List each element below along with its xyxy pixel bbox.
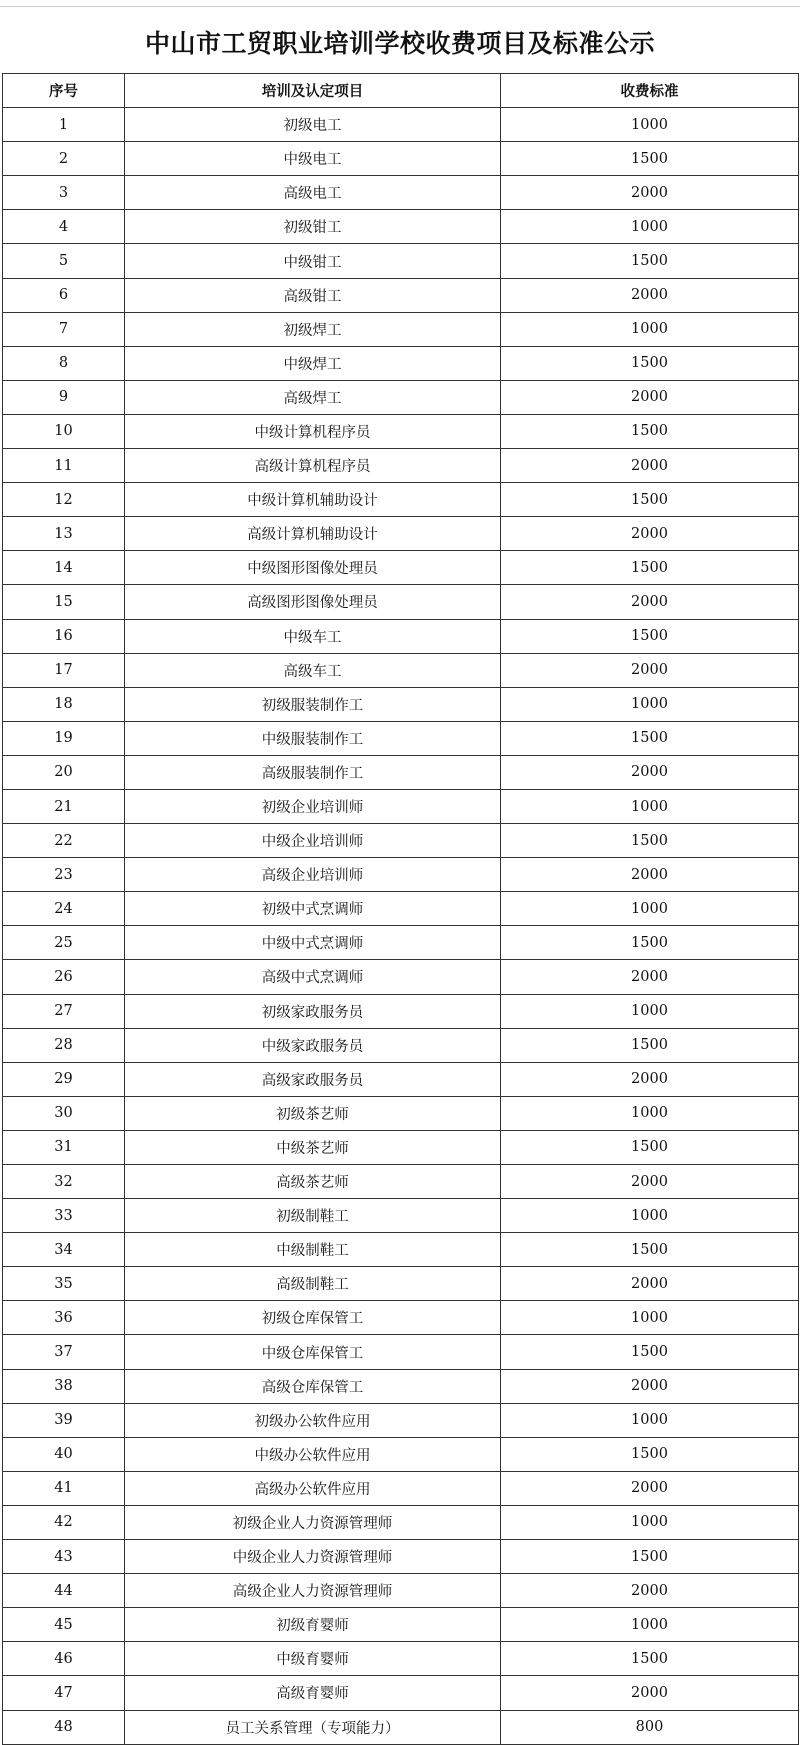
training-item-cell: 初级育婴师 <box>125 1608 501 1642</box>
training-item-cell: 高级车工 <box>125 653 501 687</box>
table-row <box>3 1096 799 1130</box>
row-number-cell: 34 <box>3 1233 125 1267</box>
training-item-cell: 高级电工 <box>125 176 501 210</box>
table-row <box>3 892 799 926</box>
row-number-cell: 2 <box>3 142 125 176</box>
table-row <box>3 483 799 517</box>
row-number-cell: 3 <box>3 176 125 210</box>
row-number-cell: 10 <box>3 414 125 448</box>
row-number-cell: 26 <box>3 960 125 994</box>
row-number-cell: 36 <box>3 1301 125 1335</box>
table-row <box>3 960 799 994</box>
column-header-item: 培训及认定项目 <box>125 74 501 108</box>
table-row <box>3 210 799 244</box>
training-item-cell: 高级焊工 <box>125 380 501 414</box>
table-row <box>3 1437 799 1471</box>
table-row <box>3 108 799 142</box>
table-row <box>3 1710 799 1744</box>
training-item-cell: 高级钳工 <box>125 278 501 312</box>
fee-cell: 800 <box>501 1710 799 1744</box>
training-item-cell: 高级中式烹调师 <box>125 960 501 994</box>
fee-cell: 2000 <box>501 1471 799 1505</box>
training-item-cell: 初级家政服务员 <box>125 994 501 1028</box>
table-row <box>3 755 799 789</box>
training-item-cell: 高级计算机辅助设计 <box>125 517 501 551</box>
training-item-cell: 初级电工 <box>125 108 501 142</box>
fee-table <box>2 73 799 1745</box>
fee-cell: 2000 <box>501 517 799 551</box>
table-row <box>3 653 799 687</box>
fee-cell: 2000 <box>501 1369 799 1403</box>
fee-cell: 1500 <box>501 824 799 858</box>
table-row <box>3 1505 799 1539</box>
training-item-cell: 初级焊工 <box>125 312 501 346</box>
row-number-cell: 30 <box>3 1096 125 1130</box>
table-row <box>3 1471 799 1505</box>
row-number-cell: 29 <box>3 1062 125 1096</box>
training-item-cell: 高级仓库保管工 <box>125 1369 501 1403</box>
fee-cell: 2000 <box>501 858 799 892</box>
fee-cell: 1500 <box>501 244 799 278</box>
training-item-cell: 初级制鞋工 <box>125 1199 501 1233</box>
row-number-cell: 43 <box>3 1540 125 1574</box>
table-row <box>3 1574 799 1608</box>
table-row <box>3 994 799 1028</box>
training-item-cell: 中级办公软件应用 <box>125 1437 501 1471</box>
row-number-cell: 15 <box>3 585 125 619</box>
row-number-cell: 38 <box>3 1369 125 1403</box>
row-number-cell: 47 <box>3 1676 125 1710</box>
table-row <box>3 380 799 414</box>
table-row <box>3 1608 799 1642</box>
fee-cell: 1500 <box>501 619 799 653</box>
table-row <box>3 414 799 448</box>
row-number-cell: 23 <box>3 858 125 892</box>
row-number-cell: 17 <box>3 653 125 687</box>
table-row <box>3 1301 799 1335</box>
fee-cell: 2000 <box>501 278 799 312</box>
training-item-cell: 中级服装制作工 <box>125 721 501 755</box>
fee-cell: 1000 <box>501 108 799 142</box>
row-number-cell: 46 <box>3 1642 125 1676</box>
row-number-cell: 14 <box>3 551 125 585</box>
row-number-cell: 25 <box>3 926 125 960</box>
fee-cell: 1500 <box>501 1130 799 1164</box>
fee-cell: 1500 <box>501 1642 799 1676</box>
training-item-cell: 中级育婴师 <box>125 1642 501 1676</box>
fee-cell: 2000 <box>501 755 799 789</box>
row-number-cell: 31 <box>3 1130 125 1164</box>
table-row <box>3 1335 799 1369</box>
row-number-cell: 39 <box>3 1403 125 1437</box>
fee-cell: 1500 <box>501 142 799 176</box>
training-item-cell: 初级茶艺师 <box>125 1096 501 1130</box>
row-number-cell: 22 <box>3 824 125 858</box>
training-item-cell: 中级仓库保管工 <box>125 1335 501 1369</box>
fee-cell: 1000 <box>501 1301 799 1335</box>
training-item-cell: 中级企业培训师 <box>125 824 501 858</box>
row-number-cell: 41 <box>3 1471 125 1505</box>
table-row <box>3 1369 799 1403</box>
training-item-cell: 高级企业培训师 <box>125 858 501 892</box>
row-number-cell: 28 <box>3 1028 125 1062</box>
fee-cell: 2000 <box>501 653 799 687</box>
table-row <box>3 619 799 653</box>
fee-cell: 1500 <box>501 1335 799 1369</box>
training-item-cell: 初级企业人力资源管理师 <box>125 1505 501 1539</box>
fee-cell: 2000 <box>501 1165 799 1199</box>
table-row <box>3 687 799 721</box>
fee-cell: 1500 <box>501 1540 799 1574</box>
table-row <box>3 926 799 960</box>
column-header-number: 序号 <box>3 74 125 108</box>
training-item-cell: 初级企业培训师 <box>125 789 501 823</box>
training-item-cell: 高级办公软件应用 <box>125 1471 501 1505</box>
table-row <box>3 1403 799 1437</box>
training-item-cell: 中级家政服务员 <box>125 1028 501 1062</box>
table-row <box>3 1199 799 1233</box>
row-number-cell: 16 <box>3 619 125 653</box>
fee-cell: 1000 <box>501 789 799 823</box>
training-item-cell: 中级茶艺师 <box>125 1130 501 1164</box>
table-row <box>3 449 799 483</box>
table-row <box>3 244 799 278</box>
row-number-cell: 48 <box>3 1710 125 1744</box>
fee-cell: 1500 <box>501 1437 799 1471</box>
training-item-cell: 中级企业人力资源管理师 <box>125 1540 501 1574</box>
row-number-cell: 21 <box>3 789 125 823</box>
fee-cell: 2000 <box>501 585 799 619</box>
row-number-cell: 7 <box>3 312 125 346</box>
training-item-cell: 高级企业人力资源管理师 <box>125 1574 501 1608</box>
fee-cell: 1500 <box>501 414 799 448</box>
fee-cell: 2000 <box>501 449 799 483</box>
training-item-cell: 中级车工 <box>125 619 501 653</box>
row-number-cell: 18 <box>3 687 125 721</box>
row-number-cell: 19 <box>3 721 125 755</box>
training-item-cell: 初级钳工 <box>125 210 501 244</box>
table-row <box>3 312 799 346</box>
fee-cell: 1000 <box>501 892 799 926</box>
table-row <box>3 1028 799 1062</box>
training-item-cell: 高级图形图像处理员 <box>125 585 501 619</box>
table-row <box>3 278 799 312</box>
row-number-cell: 13 <box>3 517 125 551</box>
table-row <box>3 1165 799 1199</box>
row-number-cell: 42 <box>3 1505 125 1539</box>
row-number-cell: 27 <box>3 994 125 1028</box>
fee-cell: 2000 <box>501 1676 799 1710</box>
header-row <box>3 74 799 108</box>
fee-cell: 2000 <box>501 380 799 414</box>
fee-cell: 1000 <box>501 687 799 721</box>
training-item-cell: 高级育婴师 <box>125 1676 501 1710</box>
table-row <box>3 517 799 551</box>
fee-cell: 1500 <box>501 1028 799 1062</box>
fee-cell: 1000 <box>501 1403 799 1437</box>
training-item-cell: 中级钳工 <box>125 244 501 278</box>
column-header-fee: 收费标准 <box>501 74 799 108</box>
fee-cell: 1000 <box>501 1505 799 1539</box>
table-row <box>3 346 799 380</box>
training-item-cell: 中级电工 <box>125 142 501 176</box>
table-row <box>3 585 799 619</box>
row-number-cell: 24 <box>3 892 125 926</box>
row-number-cell: 37 <box>3 1335 125 1369</box>
row-number-cell: 35 <box>3 1267 125 1301</box>
row-number-cell: 40 <box>3 1437 125 1471</box>
fee-table-header <box>3 74 799 108</box>
training-item-cell: 中级焊工 <box>125 346 501 380</box>
row-number-cell: 11 <box>3 449 125 483</box>
row-number-cell: 1 <box>3 108 125 142</box>
training-item-cell: 中级计算机程序员 <box>125 414 501 448</box>
training-item-cell: 初级仓库保管工 <box>125 1301 501 1335</box>
row-number-cell: 5 <box>3 244 125 278</box>
table-row <box>3 824 799 858</box>
fee-cell: 1500 <box>501 1233 799 1267</box>
training-item-cell: 高级计算机程序员 <box>125 449 501 483</box>
fee-cell: 1500 <box>501 551 799 585</box>
fee-cell: 1000 <box>501 1096 799 1130</box>
table-row <box>3 858 799 892</box>
row-number-cell: 20 <box>3 755 125 789</box>
training-item-cell: 初级办公软件应用 <box>125 1403 501 1437</box>
row-number-cell: 4 <box>3 210 125 244</box>
fee-cell: 1000 <box>501 210 799 244</box>
training-item-cell: 高级服装制作工 <box>125 755 501 789</box>
training-item-cell: 初级服装制作工 <box>125 687 501 721</box>
row-number-cell: 44 <box>3 1574 125 1608</box>
top-divider <box>0 6 800 7</box>
row-number-cell: 6 <box>3 278 125 312</box>
table-row <box>3 551 799 585</box>
page-title: 中山市工贸职业培训学校收费项目及标准公示 <box>144 29 655 58</box>
training-item-cell: 初级中式烹调师 <box>125 892 501 926</box>
fee-cell: 1000 <box>501 312 799 346</box>
table-row <box>3 721 799 755</box>
fee-cell: 1000 <box>501 1608 799 1642</box>
row-number-cell: 8 <box>3 346 125 380</box>
training-item-cell: 员工关系管理（专项能力） <box>125 1710 501 1744</box>
training-item-cell: 高级茶艺师 <box>125 1165 501 1199</box>
training-item-cell: 中级图形图像处理员 <box>125 551 501 585</box>
fee-cell: 1000 <box>501 994 799 1028</box>
table-row <box>3 142 799 176</box>
table-row <box>3 1062 799 1096</box>
training-item-cell: 中级制鞋工 <box>125 1233 501 1267</box>
training-item-cell: 中级中式烹调师 <box>125 926 501 960</box>
row-number-cell: 9 <box>3 380 125 414</box>
fee-cell: 1500 <box>501 346 799 380</box>
table-row <box>3 176 799 210</box>
fee-cell: 1500 <box>501 926 799 960</box>
fee-cell: 2000 <box>501 1267 799 1301</box>
row-number-cell: 32 <box>3 1165 125 1199</box>
row-number-cell: 12 <box>3 483 125 517</box>
table-row <box>3 1233 799 1267</box>
fee-cell: 2000 <box>501 960 799 994</box>
row-number-cell: 33 <box>3 1199 125 1233</box>
fee-cell: 1500 <box>501 721 799 755</box>
fee-cell: 2000 <box>501 176 799 210</box>
fee-table-body <box>3 108 799 1745</box>
fee-cell: 1500 <box>501 483 799 517</box>
table-row <box>3 1267 799 1301</box>
fee-cell: 1000 <box>501 1199 799 1233</box>
training-item-cell: 高级家政服务员 <box>125 1062 501 1096</box>
table-row <box>3 1540 799 1574</box>
fee-cell: 2000 <box>501 1574 799 1608</box>
table-row <box>3 1642 799 1676</box>
training-item-cell: 高级制鞋工 <box>125 1267 501 1301</box>
table-row <box>3 1130 799 1164</box>
row-number-cell: 45 <box>3 1608 125 1642</box>
table-row <box>3 789 799 823</box>
training-item-cell: 中级计算机辅助设计 <box>125 483 501 517</box>
fee-cell: 2000 <box>501 1062 799 1096</box>
